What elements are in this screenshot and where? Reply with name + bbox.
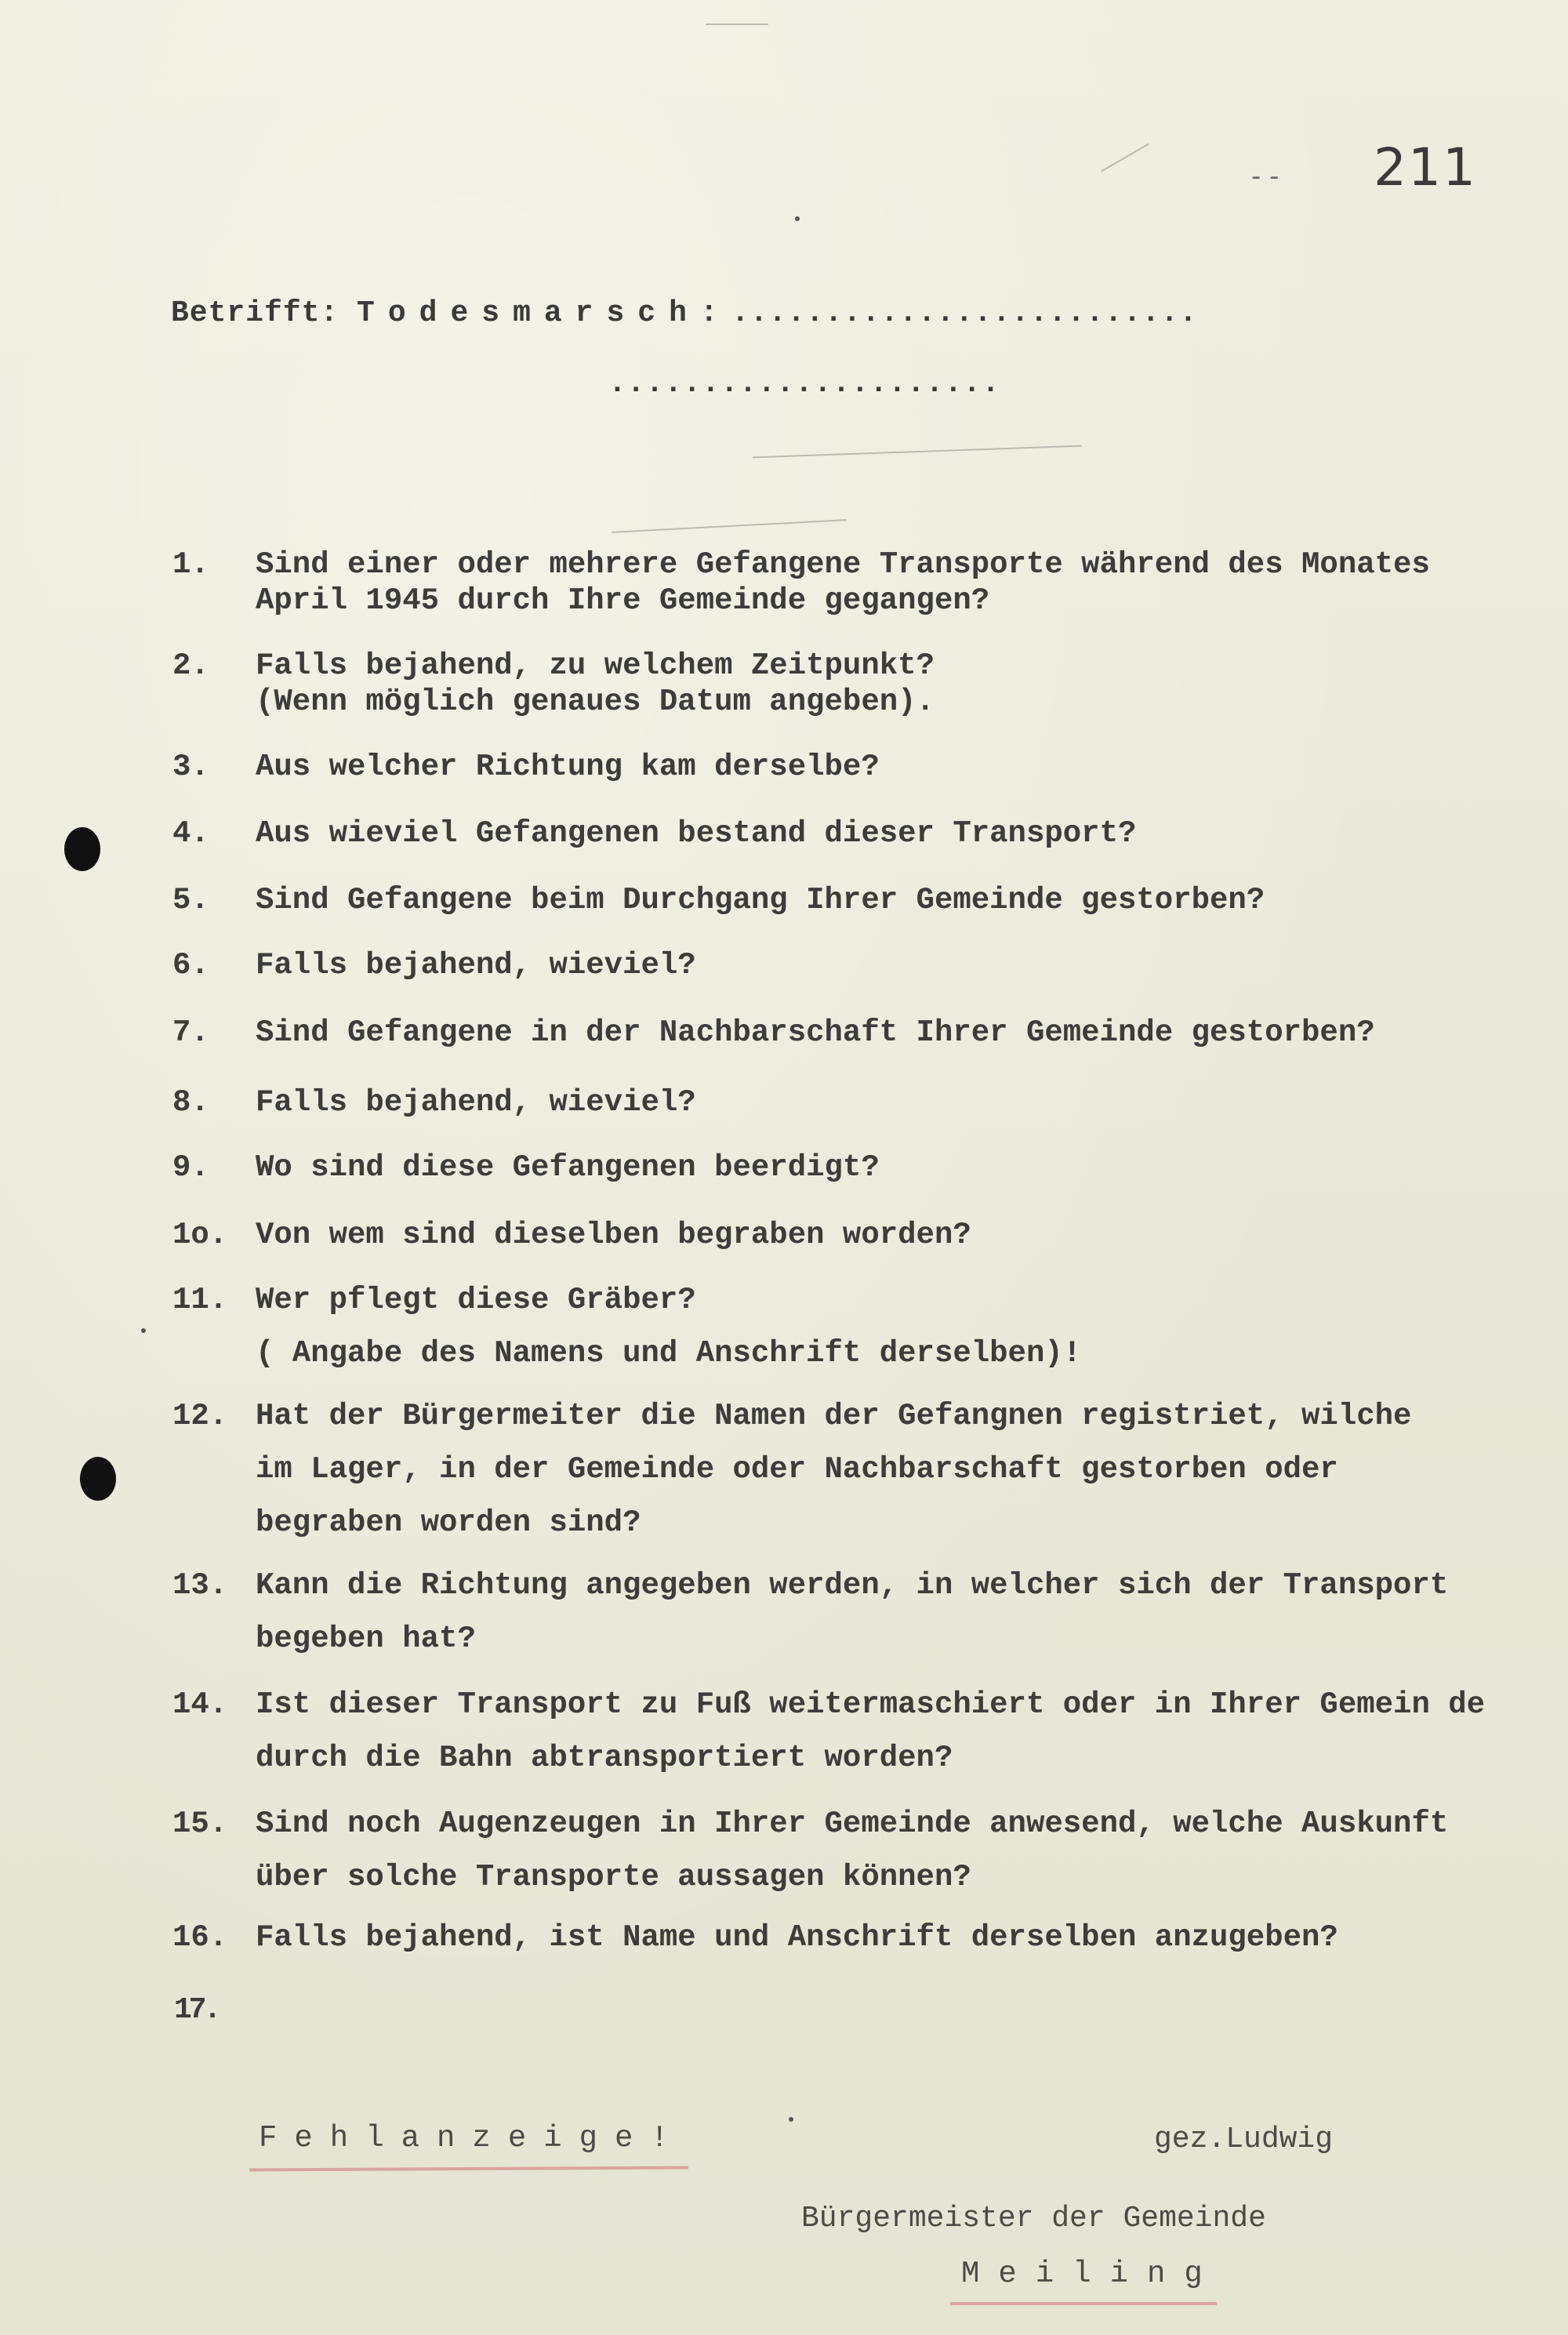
question-line: begeben hat? [256, 1621, 476, 1656]
question-line: begraben worden sind? [256, 1505, 641, 1540]
question-number: 13. [172, 1568, 228, 1603]
question-number: 6. [172, 948, 209, 982]
subject-label: Betrifft: [171, 296, 339, 330]
question-line: Sind einer oder mehrere Gefangene Transporte während des Monates [256, 547, 1430, 582]
paper-speck [795, 216, 800, 221]
question-number: 1. [172, 547, 209, 582]
paper-mark [612, 519, 847, 533]
question-text: Sind Gefangene beim Durchgang Ihrer Gemeinde gestorben? [256, 883, 1265, 917]
subject-dots-line2: ..................... [608, 367, 1000, 401]
question-line: (Wenn möglich genaues Datum angeben). [256, 685, 935, 719]
punch-hole [64, 827, 100, 871]
subject-line [171, 296, 1198, 330]
question-text [256, 547, 1568, 619]
punch-hole [80, 1457, 116, 1501]
question-text: Aus wieviel Gefangenen bestand dieser Transport? [256, 816, 1137, 851]
question-text [256, 1273, 1568, 1380]
question-text: Falls bejahend, ist Name und Anschrift derselben anzugeben? [256, 1920, 1338, 1955]
item-17-mark: 17. [174, 1993, 219, 2027]
paper-mark [753, 445, 1082, 459]
question-number: 9. [172, 1150, 209, 1185]
question-line: durch die Bahn abtransportiert worden? [256, 1741, 953, 1775]
question-number: 5. [172, 883, 209, 917]
question-number: 14. [172, 1687, 228, 1722]
question-text: Von wem sind dieselben begraben worden? [256, 1218, 971, 1252]
municipality-name: Meiling [961, 2257, 1221, 2291]
subject-value: Todesmarsch: [357, 296, 731, 330]
question-line: ( Angabe des Namens und Anschrift derselben)! [256, 1336, 1082, 1371]
question-text [256, 1559, 1568, 1665]
subject-dots: ......................... [731, 296, 1198, 330]
question-line: Hat der Bürgermeiter die Namen der Gefangnen registriet, wilche [256, 1399, 1412, 1433]
question-line: im Lager, in der Gemeinde oder Nachbarschaft gestorben oder [256, 1452, 1338, 1487]
question-number: 4. [172, 816, 209, 851]
question-text [256, 1389, 1568, 1549]
question-text [256, 1797, 1568, 1904]
question-number: 2. [172, 648, 209, 683]
page-number-mark: - - [1251, 161, 1279, 192]
paper-speck [141, 1328, 146, 1333]
question-text: Falls bejahend, wieviel? [256, 948, 696, 982]
question-number: 16. [172, 1920, 228, 1955]
question-line: Wer pflegt diese Gräber? [256, 1283, 696, 1317]
answer-text: Fehlanzeige! [259, 2121, 686, 2155]
question-number: 1o. [172, 1218, 228, 1252]
municipality-underline [950, 2302, 1217, 2305]
signature-text: gez.Ludwig [1154, 2123, 1334, 2156]
paper-mark [1101, 143, 1149, 172]
paper-speck [789, 2117, 793, 2122]
question-line: Falls bejahend, zu welchem Zeitpunkt? [256, 648, 935, 683]
answer-underline [249, 2166, 688, 2172]
question-number: 12. [172, 1399, 228, 1433]
question-text: Falls bejahend, wieviel? [256, 1085, 696, 1120]
question-number: 3. [172, 750, 209, 784]
question-number: 8. [172, 1085, 209, 1120]
question-text: Aus welcher Richtung kam derselbe? [256, 750, 880, 784]
question-line: Ist dieser Transport zu Fuß weitermaschiert oder in Ihrer Gemein de [256, 1687, 1486, 1722]
question-text [256, 648, 1568, 720]
question-line: über solche Transporte aussagen können? [256, 1860, 971, 1894]
question-text: Wo sind diese Gefangenen beerdigt? [256, 1150, 880, 1185]
paper-mark [706, 24, 768, 25]
question-number: 11. [172, 1283, 228, 1317]
page-number: 211 [1374, 137, 1477, 198]
question-line: Kann die Richtung angegeben werden, in welcher sich der Transport [256, 1568, 1449, 1603]
mayor-title: Bürgermeister der Gemeinde [801, 2202, 1266, 2235]
question-line: Sind noch Augenzeugen in Ihrer Gemeinde anwesend, welche Auskunft [256, 1807, 1449, 1841]
question-number: 15. [172, 1807, 228, 1841]
question-number: 7. [172, 1015, 209, 1050]
question-line: April 1945 durch Ihre Gemeinde gegangen? [256, 583, 990, 618]
question-text [256, 1678, 1568, 1785]
question-text: Sind Gefangene in der Nachbarschaft Ihrer Gemeinde gestorben? [256, 1015, 1375, 1050]
